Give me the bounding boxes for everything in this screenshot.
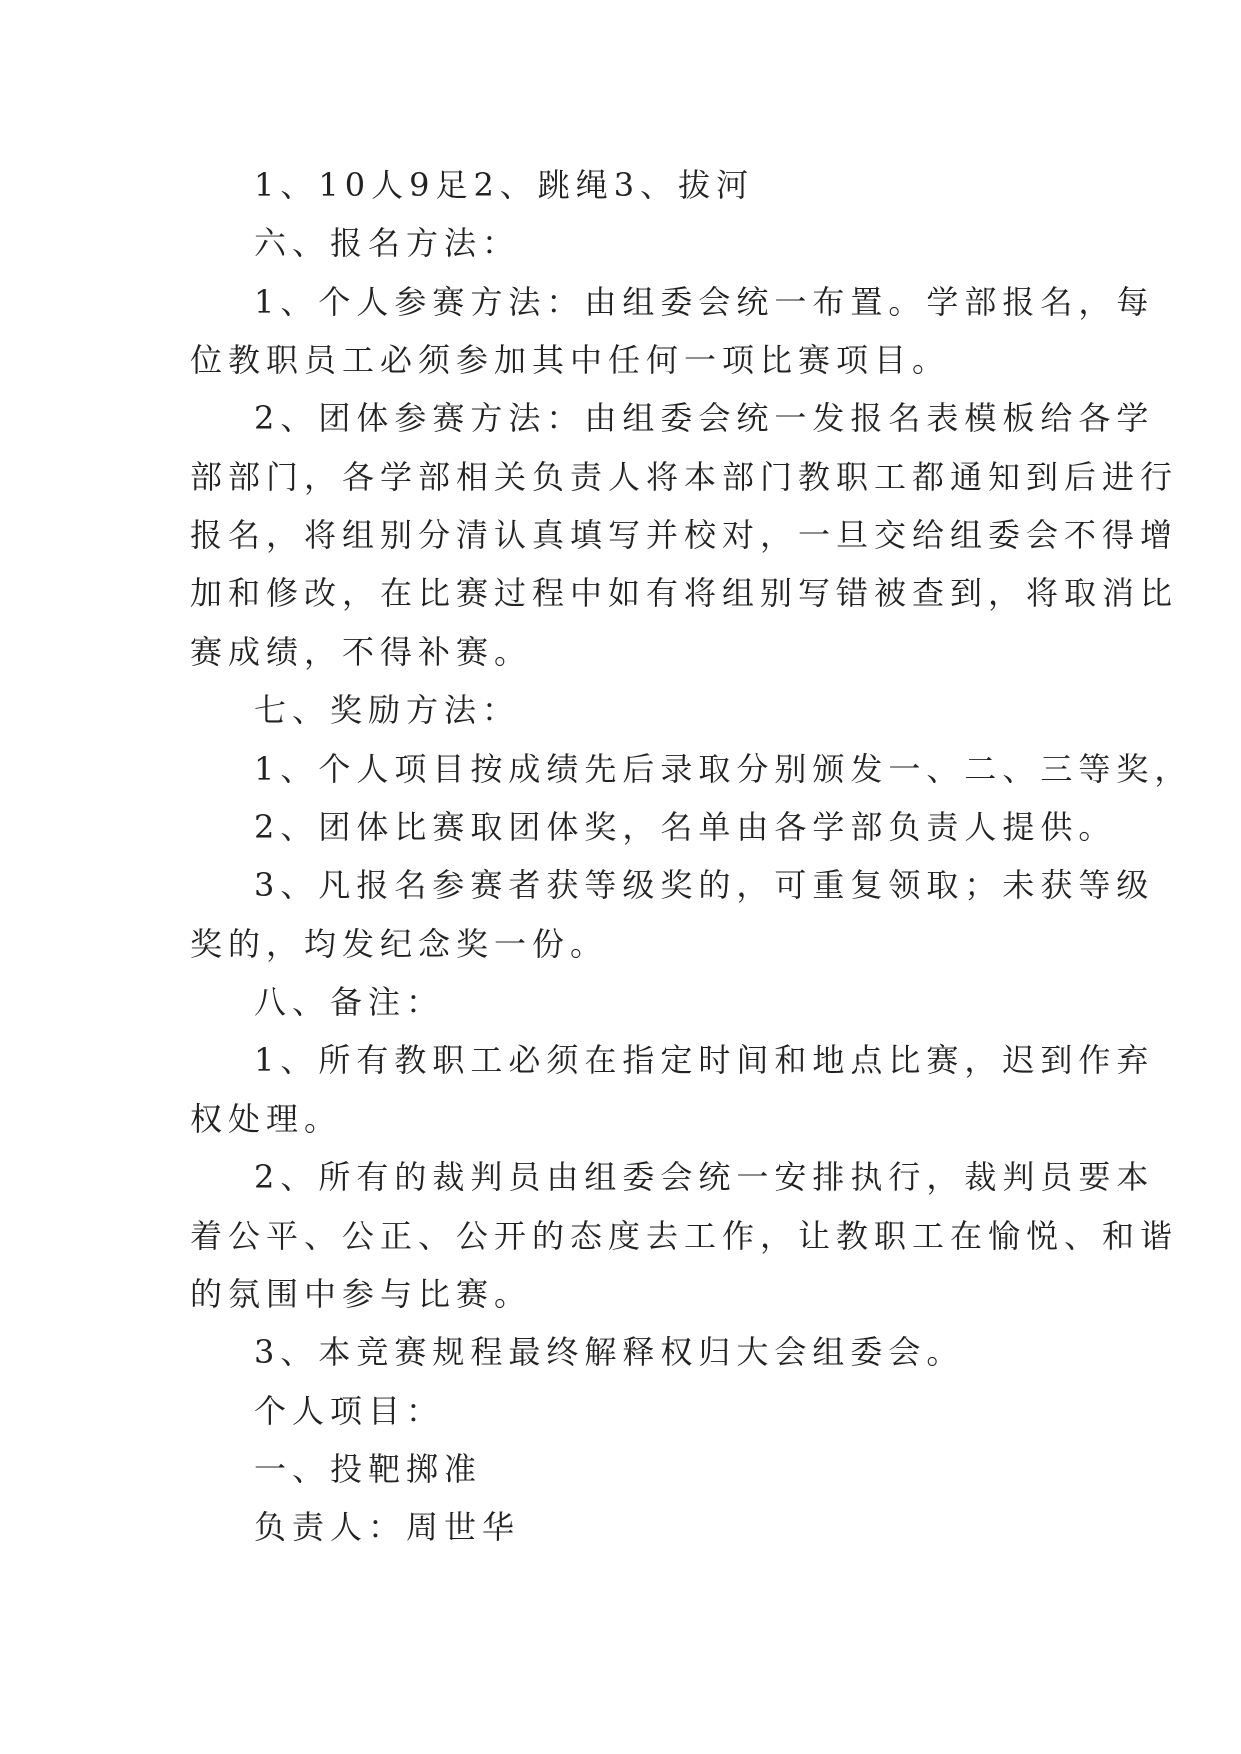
paragraph-line: 的氛围中参与比赛。 <box>190 1275 533 1313</box>
paragraph-line: 赛成绩，不得补赛。 <box>190 633 533 671</box>
section-heading-notes: 八、备注： <box>254 983 445 1021</box>
paragraph-line: 2、所有的裁判员由组委会统一安排执行，裁判员要本 <box>254 1158 1155 1196</box>
paragraph-line: 部部门，各学部相关负责人将本部门教职工都通知到后进行 <box>190 458 1179 496</box>
section-heading-individual-events: 个人项目： <box>254 1392 445 1430</box>
paragraph-line: 1、所有教职工必须在指定时间和地点比赛，迟到作弃 <box>254 1041 1155 1079</box>
paragraph-line: 1、个人项目按成绩先后录取分别颁发一、二、三等奖， <box>254 750 1193 788</box>
paragraph-line: 2、团体比赛取团体奖，名单由各学部负责人提供。 <box>254 808 1117 846</box>
person-in-charge: 负责人：周世华 <box>254 1508 521 1546</box>
section-heading-registration: 六、报名方法： <box>254 224 521 262</box>
paragraph-line: 3、凡报名参赛者获等级奖的，可重复领取；未获等级 <box>254 866 1155 904</box>
event-title: 一、投靶掷准 <box>254 1450 483 1488</box>
event-list-line: 1、10人9足2、跳绳3、拔河 <box>254 166 755 204</box>
paragraph-line: 着公平、公正、公开的态度去工作，让教职工在愉悦、和谐 <box>190 1217 1179 1255</box>
paragraph-line: 2、团体参赛方法：由组委会统一发报名表模板给各学 <box>254 399 1155 437</box>
paragraph-line: 权处理。 <box>190 1100 343 1138</box>
paragraph-line: 加和修改，在比赛过程中如有将组别写错被查到，将取消比 <box>190 574 1179 612</box>
paragraph-line: 报名，将组别分清认真填写并校对，一旦交给组委会不得增 <box>190 516 1179 554</box>
paragraph-line: 位教职员工必须参加其中任何一项比赛项目。 <box>190 341 951 379</box>
section-heading-awards: 七、奖励方法： <box>254 691 521 729</box>
paragraph-line: 奖的，均发纪念奖一份。 <box>190 925 609 963</box>
paragraph-line: 3、本竞赛规程最终解释权归大会组委会。 <box>254 1333 965 1371</box>
paragraph-line: 1、个人参赛方法：由组委会统一布置。学部报名，每 <box>254 283 1155 321</box>
